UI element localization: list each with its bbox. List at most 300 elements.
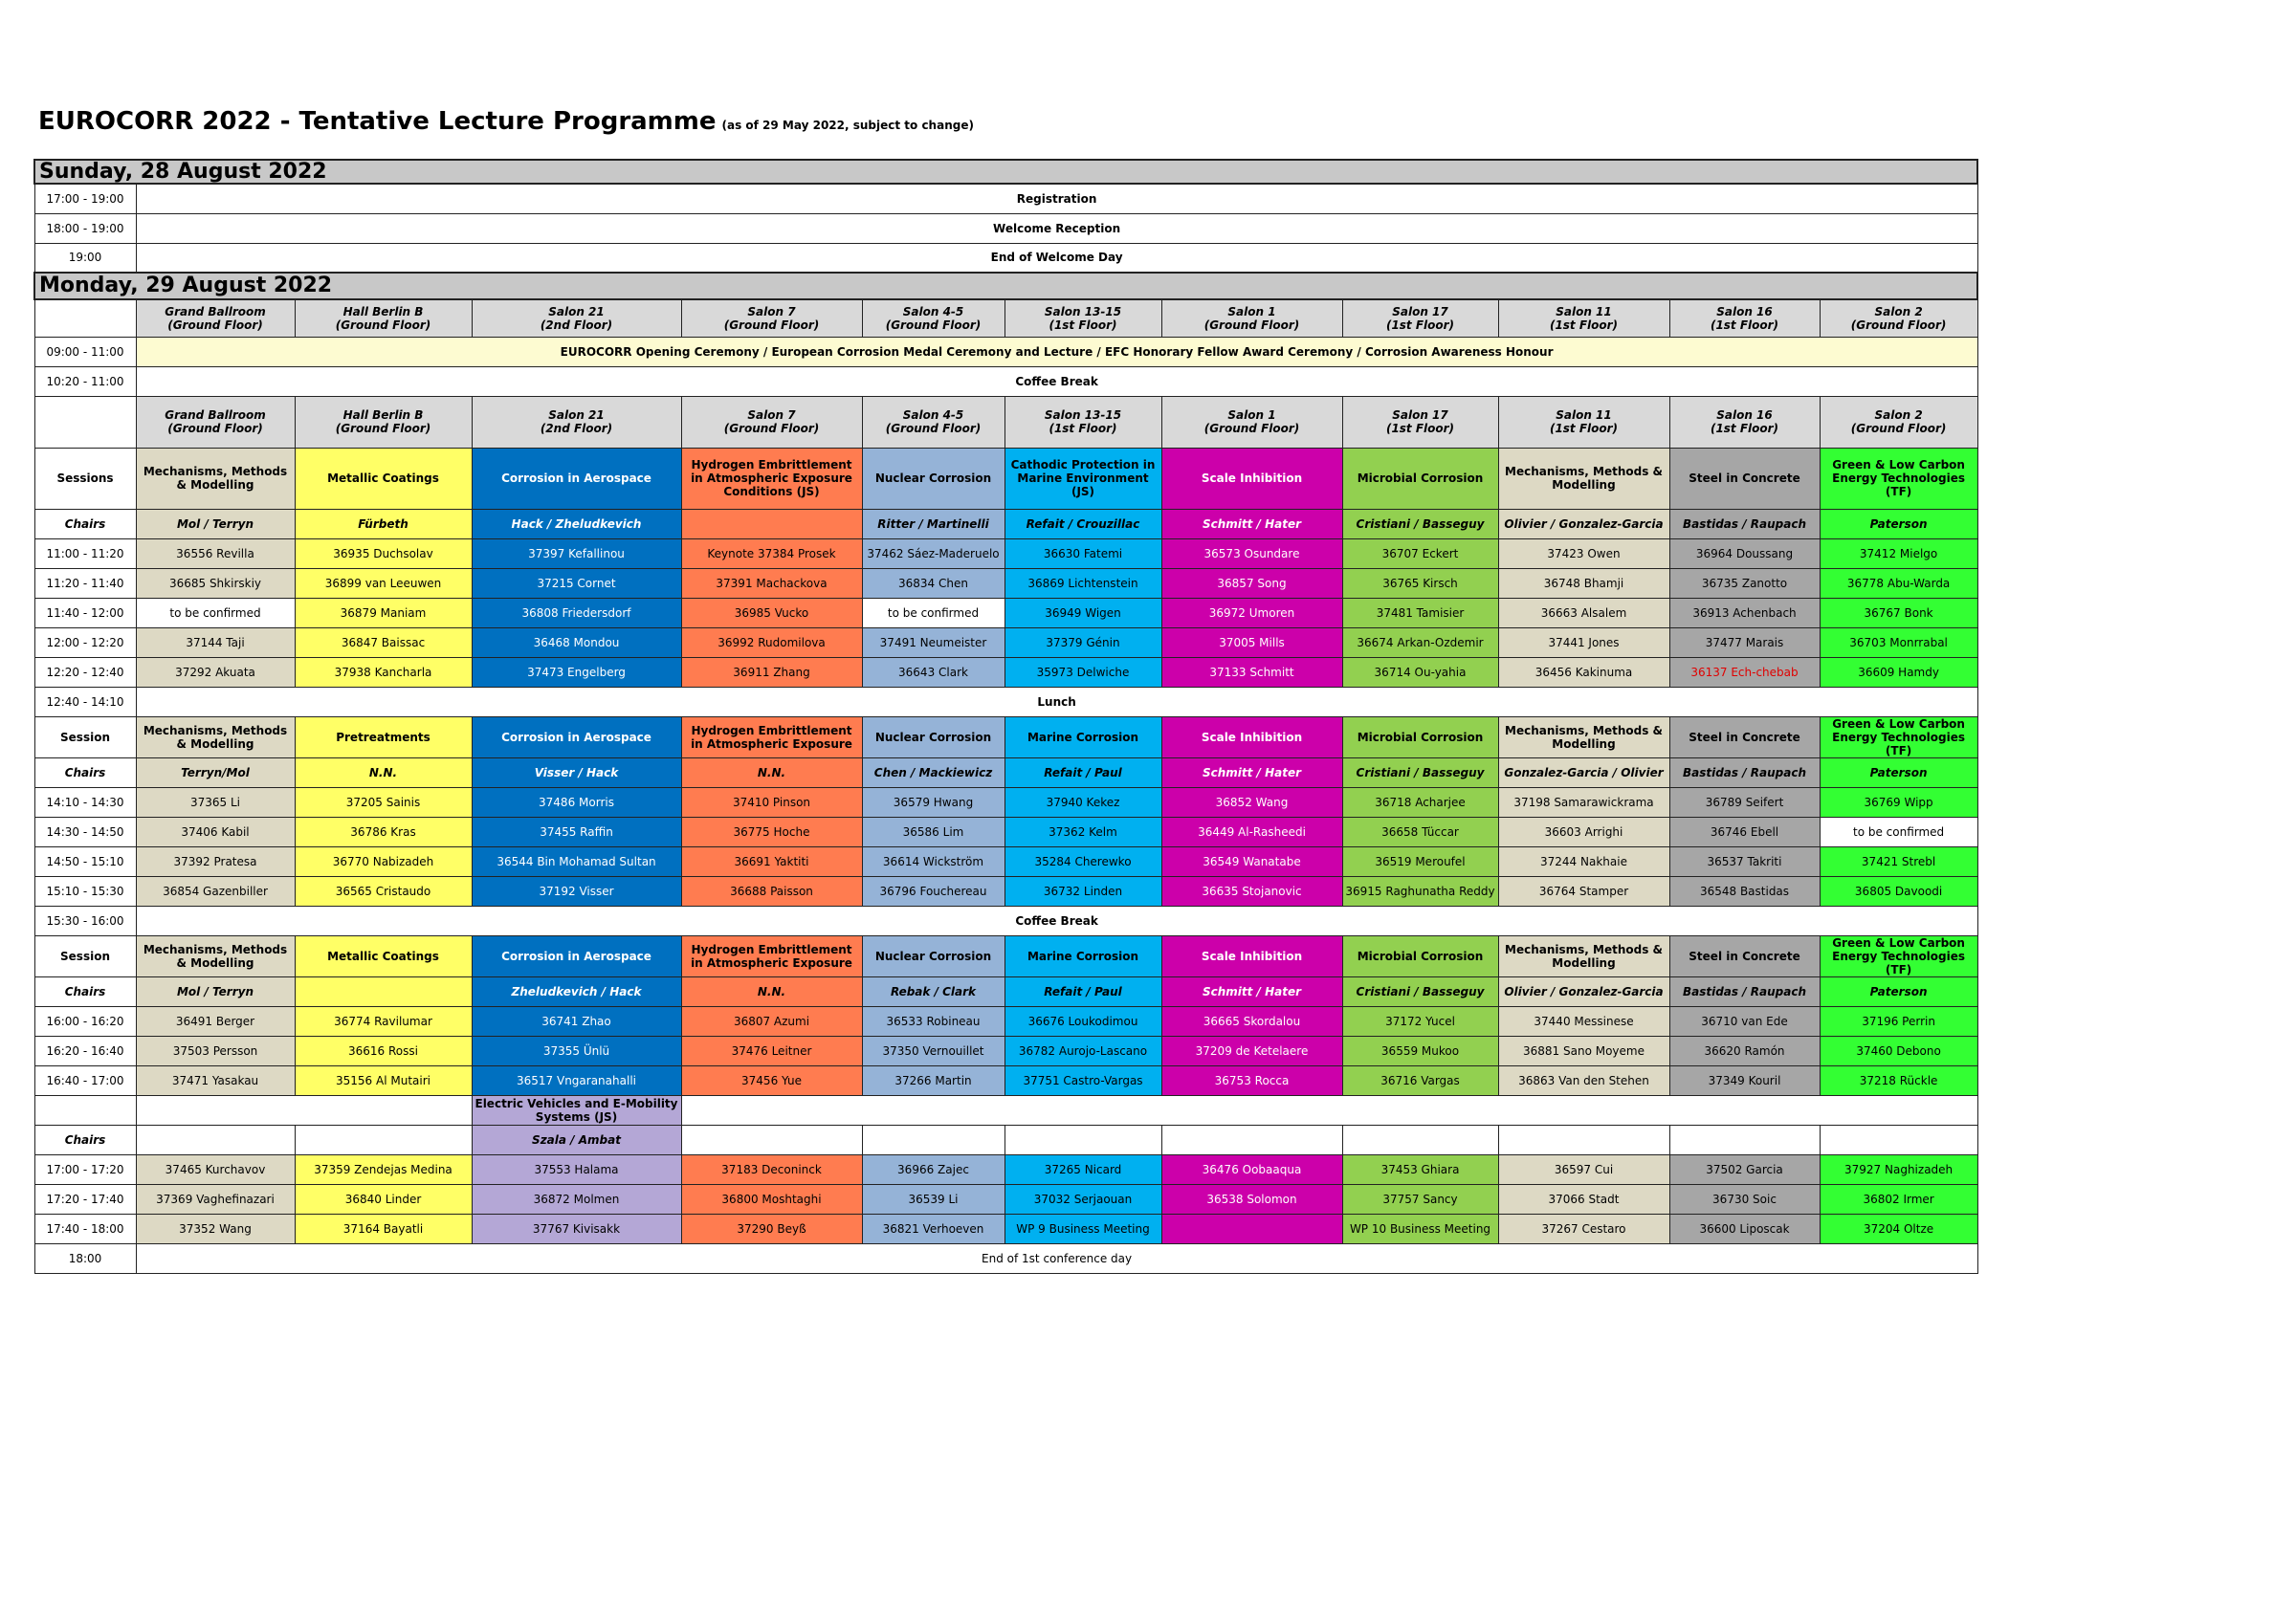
lecture-cell: 36663 Alsalem — [1498, 598, 1669, 627]
lecture-cell: 36863 Van den Stehen — [1498, 1065, 1669, 1095]
room-header-cell — [295, 396, 472, 448]
lecture-cell: 37352 Wang — [136, 1214, 295, 1243]
table-row — [34, 1006, 1977, 1036]
lecture-cell: 37460 Debono — [1820, 1036, 1977, 1065]
session-cell: Nuclear Corrosion — [862, 716, 1004, 757]
event-cell: Welcome Reception — [136, 213, 1977, 243]
chairs-cell: Chen / Mackiewicz — [862, 757, 1004, 787]
lecture-cell: 36519 Meroufel — [1342, 846, 1498, 876]
time-cell: 12:00 - 12:20 — [34, 627, 136, 657]
chairs-cell: Refait / Paul — [1004, 757, 1161, 787]
table-row — [34, 366, 1977, 396]
lecture-cell: 36911 Zhang — [681, 657, 862, 687]
chairs-cell: Paterson — [1820, 509, 1977, 538]
lecture-cell: 37355 Ünlü — [472, 1036, 681, 1065]
room-name: Salon 13-15 — [1044, 408, 1122, 422]
chairs-cell: Bastidas / Raupach — [1669, 757, 1820, 787]
lecture-cell: 36964 Doussang — [1669, 538, 1820, 568]
chairs-cell: Zheludkevich / Hack — [472, 976, 681, 1006]
session-cell: Green & Low Carbon Energy Technologies (TF) — [1820, 935, 1977, 976]
time-cell: 11:20 - 11:40 — [34, 568, 136, 598]
lecture-cell: 37032 Serjaouan — [1004, 1184, 1161, 1214]
lecture-cell: 36603 Arrighi — [1498, 817, 1669, 846]
lecture-cell: to be confirmed — [1820, 817, 1977, 846]
lecture-cell: 37938 Kancharla — [295, 657, 472, 687]
session-cell: Mechanisms, Methods & Modelling — [1498, 448, 1669, 509]
lecture-cell: 36468 Mondou — [472, 627, 681, 657]
lecture-cell: 36703 Monrrabal — [1820, 627, 1977, 657]
time-cell: 10:20 - 11:00 — [34, 366, 136, 396]
lecture-cell: 36620 Ramón — [1669, 1036, 1820, 1065]
lecture-cell: 36600 Liposcak — [1669, 1214, 1820, 1243]
lecture-cell: 37183 Deconinck — [681, 1154, 862, 1184]
lecture-cell: 36718 Acharjee — [1342, 787, 1498, 817]
lecture-cell: 36805 Davoodi — [1820, 876, 1977, 906]
lecture-cell: 37751 Castro-Vargas — [1004, 1065, 1161, 1095]
lecture-cell: 37476 Leitner — [681, 1036, 862, 1065]
lecture-cell: 36774 Ravilumar — [295, 1006, 472, 1036]
room-floor: (Ground Floor) — [167, 318, 263, 332]
table-row — [34, 627, 1977, 657]
lecture-cell: 37196 Perrin — [1820, 1006, 1977, 1036]
chairs-cell: Mol / Terryn — [136, 976, 295, 1006]
lecture-cell: 36549 Wanatabe — [1161, 846, 1342, 876]
lecture-cell: 36544 Bin Mohamad Sultan — [472, 846, 681, 876]
time-cell: 16:20 - 16:40 — [34, 1036, 136, 1065]
lecture-cell: 36915 Raghunatha Reddy — [1342, 876, 1498, 906]
session-cell: Mechanisms, Methods & Modelling — [136, 935, 295, 976]
lecture-cell: 37266 Martin — [862, 1065, 1004, 1095]
room-floor: (2nd Floor) — [540, 422, 613, 435]
time-cell: 18:00 - 19:00 — [34, 213, 136, 243]
lecture-cell: 36710 van Ede — [1669, 1006, 1820, 1036]
blank-cell — [295, 1125, 472, 1154]
lecture-cell: 36834 Chen — [862, 568, 1004, 598]
session-cell: Corrosion in Aerospace — [472, 716, 681, 757]
event-cell: End of Welcome Day — [136, 243, 1977, 273]
chairs-cell: Hack / Zheludkevich — [472, 509, 681, 538]
lecture-cell: 36769 Wipp — [1820, 787, 1977, 817]
lecture-cell: 36449 Al-Rasheedi — [1161, 817, 1342, 846]
lecture-cell: 37502 Garcia — [1669, 1154, 1820, 1184]
time-cell: 12:40 - 14:10 — [34, 687, 136, 716]
chairs-label: Chairs — [34, 1125, 136, 1154]
lecture-cell: 37265 Nicard — [1004, 1154, 1161, 1184]
chairs-row — [34, 1125, 1977, 1154]
lecture-cell: 37164 Bayatli — [295, 1214, 472, 1243]
room-name: Salon 21 — [548, 408, 605, 422]
room-floor: (1st Floor) — [1049, 422, 1117, 435]
room-name: Salon 4-5 — [902, 304, 964, 318]
span-cell: EUROCORR Opening Ceremony / European Corrosion Medal Ceremony and Lecture / EFC Honorary Fellow Award Ceremony / Corrosion Awareness Honour — [136, 337, 1977, 366]
session-cell: Corrosion in Aerospace — [472, 448, 681, 509]
lecture-cell: 36857 Song — [1161, 568, 1342, 598]
lecture-cell: 37477 Marais — [1669, 627, 1820, 657]
day-heading-row — [34, 273, 1977, 299]
lecture-cell: 36579 Hwang — [862, 787, 1004, 817]
room-name: Salon 16 — [1716, 304, 1773, 318]
lecture-cell: 36491 Berger — [136, 1006, 295, 1036]
chairs-row — [34, 757, 1977, 787]
room-header-cell — [1498, 396, 1669, 448]
room-floor: (Ground Floor) — [335, 422, 431, 435]
room-name: Hall Berlin B — [342, 304, 424, 318]
lecture-cell: 37379 Génin — [1004, 627, 1161, 657]
table-row — [34, 1184, 1977, 1214]
title-text: EUROCORR 2022 - Tentative Lecture Programme — [38, 107, 717, 136]
chairs-cell: Refait / Crouzillac — [1004, 509, 1161, 538]
table-row — [34, 568, 1977, 598]
blank-cell — [1342, 1125, 1498, 1154]
lecture-cell: 37392 Pratesa — [136, 846, 295, 876]
lecture-cell: 36688 Paisson — [681, 876, 862, 906]
lecture-cell: 36770 Nabizadeh — [295, 846, 472, 876]
blank-cell — [1820, 1125, 1977, 1154]
room-name: Salon 4-5 — [902, 408, 964, 422]
session-cell: Microbial Corrosion — [1342, 716, 1498, 757]
lecture-cell: 35156 Al Mutairi — [295, 1065, 472, 1095]
lecture-cell: 37205 Sainis — [295, 787, 472, 817]
lecture-cell: 37144 Taji — [136, 627, 295, 657]
session-row — [34, 1095, 1977, 1125]
table-row — [34, 337, 1977, 366]
lecture-cell: 37192 Visser — [472, 876, 681, 906]
day-heading-row — [34, 160, 1977, 184]
lecture-cell: 36614 Wickström — [862, 846, 1004, 876]
chairs-cell: Ritter / Martinelli — [862, 509, 1004, 538]
lecture-cell: 37465 Kurchavov — [136, 1154, 295, 1184]
room-name: Grand Ballroom — [165, 408, 266, 422]
blank-cell — [681, 1125, 862, 1154]
lecture-cell: 36992 Rudomilova — [681, 627, 862, 657]
chairs-cell: Olivier / Gonzalez-Garcia — [1498, 509, 1669, 538]
blank-cell — [681, 1095, 1977, 1125]
lecture-cell: 37455 Raffin — [472, 817, 681, 846]
lecture-cell: 37290 Beyß — [681, 1214, 862, 1243]
room-floor: (Ground Floor) — [885, 422, 982, 435]
time-cell: 18:00 — [34, 1243, 136, 1273]
room-name: Hall Berlin B — [342, 408, 424, 422]
session-cell: Green & Low Carbon Energy Technologies (TF) — [1820, 448, 1977, 509]
chairs-cell: Cristiani / Basseguy — [1342, 976, 1498, 1006]
lecture-cell: 36778 Abu-Warda — [1820, 568, 1977, 598]
room-header-cell — [1161, 396, 1342, 448]
room-header-cell — [1669, 299, 1820, 337]
lecture-cell: 36808 Friedersdorf — [472, 598, 681, 627]
lecture-cell: Keynote 37384 Prosek — [681, 538, 862, 568]
room-name: Salon 7 — [747, 304, 796, 318]
table-row — [34, 846, 1977, 876]
room-name: Salon 11 — [1556, 304, 1612, 318]
day-heading-monday: Monday, 29 August 2022 — [34, 273, 1977, 299]
table-row — [34, 1036, 1977, 1065]
table-row — [34, 687, 1977, 716]
time-cell: 19:00 — [34, 243, 136, 273]
session-cell: Steel in Concrete — [1669, 716, 1820, 757]
room-header-cell — [472, 299, 681, 337]
lecture-cell: 37365 Li — [136, 787, 295, 817]
chairs-cell: Paterson — [1820, 976, 1977, 1006]
lecture-cell — [1161, 1214, 1342, 1243]
table-row — [34, 657, 1977, 687]
lecture-cell: 35284 Cherewko — [1004, 846, 1161, 876]
chairs-label: Chairs — [34, 509, 136, 538]
chairs-label: Chairs — [34, 976, 136, 1006]
lecture-cell: 36635 Stojanovic — [1161, 876, 1342, 906]
room-floor: (Ground Floor) — [885, 318, 982, 332]
chairs-cell: Paterson — [1820, 757, 1977, 787]
session-cell: Marine Corrosion — [1004, 716, 1161, 757]
lecture-cell: 36573 Osundare — [1161, 538, 1342, 568]
room-name: Salon 13-15 — [1044, 304, 1122, 318]
chairs-cell: Visser / Hack — [472, 757, 681, 787]
room-floor: (Ground Floor) — [723, 422, 820, 435]
chairs-cell: Szala / Ambat — [472, 1125, 681, 1154]
lecture-cell: 36643 Clark — [862, 657, 1004, 687]
lecture-cell: 36707 Eckert — [1342, 538, 1498, 568]
lecture-cell: 36539 Li — [862, 1184, 1004, 1214]
session-cell: Metallic Coatings — [295, 448, 472, 509]
lecture-cell: 36899 van Leeuwen — [295, 568, 472, 598]
span-cell: Coffee Break — [136, 906, 1977, 935]
lecture-cell: to be confirmed — [136, 598, 295, 627]
room-name: Salon 16 — [1716, 408, 1773, 422]
lecture-cell: 36714 Ou-yahia — [1342, 657, 1498, 687]
lecture-cell: 37456 Yue — [681, 1065, 862, 1095]
lecture-cell: 36137 Ech-chebab — [1669, 657, 1820, 687]
room-name: Grand Ballroom — [165, 304, 266, 318]
session-row — [34, 448, 1977, 509]
session-cell: Microbial Corrosion — [1342, 448, 1498, 509]
lecture-cell: 36716 Vargas — [1342, 1065, 1498, 1095]
lecture-cell: 36741 Zhao — [472, 1006, 681, 1036]
page-title — [38, 107, 974, 136]
lecture-cell: 36517 Vngaranahalli — [472, 1065, 681, 1095]
session-cell: Mechanisms, Methods & Modelling — [1498, 935, 1669, 976]
lecture-cell: 36821 Verhoeven — [862, 1214, 1004, 1243]
lecture-cell: 37391 Machackova — [681, 568, 862, 598]
lecture-cell: 37462 Sáez-Maderuelo — [862, 538, 1004, 568]
lecture-cell: 36985 Vucko — [681, 598, 862, 627]
lecture-cell: 36658 Tüccar — [1342, 817, 1498, 846]
room-floor: (1st Floor) — [1549, 318, 1619, 332]
lecture-cell: 36691 Yaktiti — [681, 846, 862, 876]
lecture-cell: 37204 Oltze — [1820, 1214, 1977, 1243]
lecture-cell: 36972 Umoren — [1161, 598, 1342, 627]
chairs-row — [34, 976, 1977, 1006]
table-row — [34, 184, 1977, 213]
lecture-cell: 36840 Linder — [295, 1184, 472, 1214]
time-cell: 14:10 - 14:30 — [34, 787, 136, 817]
chairs-row — [34, 509, 1977, 538]
time-cell: 15:30 - 16:00 — [34, 906, 136, 935]
lecture-cell: 36748 Bhamji — [1498, 568, 1669, 598]
room-header-cell — [1820, 299, 1977, 337]
extra-session-cell: Electric Vehicles and E-Mobility Systems (JS) — [472, 1095, 681, 1125]
room-floor: (1st Floor) — [1549, 422, 1619, 435]
lecture-cell: 36559 Mukoo — [1342, 1036, 1498, 1065]
lecture-cell: 37503 Persson — [136, 1036, 295, 1065]
room-floor: (Ground Floor) — [1203, 422, 1300, 435]
lecture-cell: 36800 Moshtaghi — [681, 1184, 862, 1214]
session-cell: Mechanisms, Methods & Modelling — [136, 716, 295, 757]
lecture-cell: 37486 Morris — [472, 787, 681, 817]
chairs-cell — [681, 509, 862, 538]
lecture-cell: 36732 Linden — [1004, 876, 1161, 906]
lecture-cell: 36786 Kras — [295, 817, 472, 846]
session-row — [34, 935, 1977, 976]
session-cell: Mechanisms, Methods & Modelling — [1498, 716, 1669, 757]
room-floor: (1st Floor) — [1385, 422, 1455, 435]
lecture-cell: 36913 Achenbach — [1669, 598, 1820, 627]
session-cell: Steel in Concrete — [1669, 448, 1820, 509]
chairs-cell: N.N. — [681, 757, 862, 787]
lecture-cell: 37292 Akuata — [136, 657, 295, 687]
lecture-cell: 37133 Schmitt — [1161, 657, 1342, 687]
lecture-cell: 37198 Samarawickrama — [1498, 787, 1669, 817]
session-cell: Scale Inhibition — [1161, 935, 1342, 976]
session-cell: Steel in Concrete — [1669, 935, 1820, 976]
lecture-cell: WP 9 Business Meeting — [1004, 1214, 1161, 1243]
lecture-cell: 37267 Cestaro — [1498, 1214, 1669, 1243]
room-header-cell — [136, 299, 295, 337]
lecture-cell: 37553 Halama — [472, 1154, 681, 1184]
lecture-cell: 37359 Zendejas Medina — [295, 1154, 472, 1184]
lecture-cell: 36556 Revilla — [136, 538, 295, 568]
lecture-cell: 36676 Loukodimou — [1004, 1006, 1161, 1036]
room-floor: (Ground Floor) — [723, 318, 820, 332]
room-floor: (Ground Floor) — [335, 318, 431, 332]
session-cell: Green & Low Carbon Energy Technologies (TF) — [1820, 716, 1977, 757]
session-cell: Mechanisms, Methods & Modelling — [136, 448, 295, 509]
table-row — [34, 598, 1977, 627]
programme-table — [33, 159, 1978, 1274]
lecture-cell: 37453 Ghiara — [1342, 1154, 1498, 1184]
room-header-cell — [862, 299, 1004, 337]
lecture-cell: 37350 Vernouillet — [862, 1036, 1004, 1065]
chairs-cell: Schmitt / Hater — [1161, 976, 1342, 1006]
day-heading-sunday: Sunday, 28 August 2022 — [34, 160, 1977, 184]
lecture-cell: 36565 Cristaudo — [295, 876, 472, 906]
room-header-cell — [472, 396, 681, 448]
lecture-cell: 37244 Nakhaie — [1498, 846, 1669, 876]
lecture-cell: 37481 Tamisier — [1342, 598, 1498, 627]
lecture-cell: 37927 Naghizadeh — [1820, 1154, 1977, 1184]
event-cell: Registration — [136, 184, 1977, 213]
lecture-cell: 37406 Kabil — [136, 817, 295, 846]
blank-cell — [1004, 1125, 1161, 1154]
lecture-cell: 37471 Yasakau — [136, 1065, 295, 1095]
lecture-cell: 36609 Hamdy — [1820, 657, 1977, 687]
blank-cell — [136, 1095, 472, 1125]
lecture-cell: 36533 Robineau — [862, 1006, 1004, 1036]
table-row — [34, 213, 1977, 243]
time-cell: 15:10 - 15:30 — [34, 876, 136, 906]
time-cell: 11:00 - 11:20 — [34, 538, 136, 568]
chairs-cell: Rebak / Clark — [862, 976, 1004, 1006]
time-cell: 12:20 - 12:40 — [34, 657, 136, 687]
session-cell: Nuclear Corrosion — [862, 448, 1004, 509]
chairs-cell — [295, 976, 472, 1006]
lecture-cell: 36548 Bastidas — [1669, 876, 1820, 906]
table-row — [34, 906, 1977, 935]
session-label: Sessions — [34, 448, 136, 509]
time-cell: 09:00 - 11:00 — [34, 337, 136, 366]
time-cell: 16:00 - 16:20 — [34, 1006, 136, 1036]
session-cell: Marine Corrosion — [1004, 935, 1161, 976]
table-row — [34, 876, 1977, 906]
lecture-cell: 36881 Sano Moyeme — [1498, 1036, 1669, 1065]
room-header-row — [34, 299, 1977, 337]
room-header-cell — [1342, 396, 1498, 448]
title-note: (as of 29 May 2022, subject to change) — [721, 119, 974, 132]
lecture-cell: 37209 de Ketelaere — [1161, 1036, 1342, 1065]
chairs-cell: Cristiani / Basseguy — [1342, 509, 1498, 538]
chairs-cell: Fürbeth — [295, 509, 472, 538]
lecture-cell: 37218 Rückle — [1820, 1065, 1977, 1095]
lecture-cell: 36789 Seifert — [1669, 787, 1820, 817]
lecture-cell: 36775 Hoche — [681, 817, 862, 846]
lecture-cell: 37940 Kekez — [1004, 787, 1161, 817]
lecture-cell: 37412 Mielgo — [1820, 538, 1977, 568]
table-row — [34, 817, 1977, 846]
room-header-cell — [681, 396, 862, 448]
session-cell: Metallic Coatings — [295, 935, 472, 976]
session-row — [34, 716, 1977, 757]
room-floor: (Ground Floor) — [1850, 318, 1947, 332]
chairs-cell: N.N. — [295, 757, 472, 787]
table-row — [34, 1065, 1977, 1095]
table-row — [34, 787, 1977, 817]
lecture-cell: 37066 Stadt — [1498, 1184, 1669, 1214]
session-cell: Corrosion in Aerospace — [472, 935, 681, 976]
table-row — [34, 1214, 1977, 1243]
lecture-cell: 36735 Zanotto — [1669, 568, 1820, 598]
room-header-cell — [1498, 299, 1669, 337]
lecture-cell: 37441 Jones — [1498, 627, 1669, 657]
room-header-cell — [681, 299, 862, 337]
blank-cell — [1498, 1125, 1669, 1154]
chairs-cell: Gonzalez-Garcia / Olivier — [1498, 757, 1669, 787]
room-header-cell — [862, 396, 1004, 448]
lecture-cell: 36949 Wigen — [1004, 598, 1161, 627]
room-header-cell — [1004, 396, 1161, 448]
lecture-cell: 36802 Irmer — [1820, 1184, 1977, 1214]
table-row — [34, 1154, 1977, 1184]
lecture-cell: 36765 Kirsch — [1342, 568, 1498, 598]
room-name: Salon 11 — [1556, 408, 1612, 422]
room-header-cell — [1342, 299, 1498, 337]
lecture-cell: 36879 Maniam — [295, 598, 472, 627]
lecture-cell: 37215 Cornet — [472, 568, 681, 598]
time-cell: 14:50 - 15:10 — [34, 846, 136, 876]
lecture-cell: 36753 Rocca — [1161, 1065, 1342, 1095]
span-cell: Lunch — [136, 687, 1977, 716]
lecture-cell: 36852 Wang — [1161, 787, 1342, 817]
table-row — [34, 243, 1977, 273]
room-name: Salon 2 — [1874, 408, 1923, 422]
lecture-cell: 37369 Vaghefinazari — [136, 1184, 295, 1214]
lecture-cell: 36665 Skordalou — [1161, 1006, 1342, 1036]
room-floor: (1st Floor) — [1385, 318, 1455, 332]
time-cell: 14:30 - 14:50 — [34, 817, 136, 846]
chairs-label: Chairs — [34, 757, 136, 787]
lecture-cell: 37172 Yucel — [1342, 1006, 1498, 1036]
room-name: Salon 2 — [1874, 304, 1923, 318]
lecture-cell: 36869 Lichtenstein — [1004, 568, 1161, 598]
room-floor: (1st Floor) — [1710, 318, 1779, 332]
session-cell: Scale Inhibition — [1161, 716, 1342, 757]
